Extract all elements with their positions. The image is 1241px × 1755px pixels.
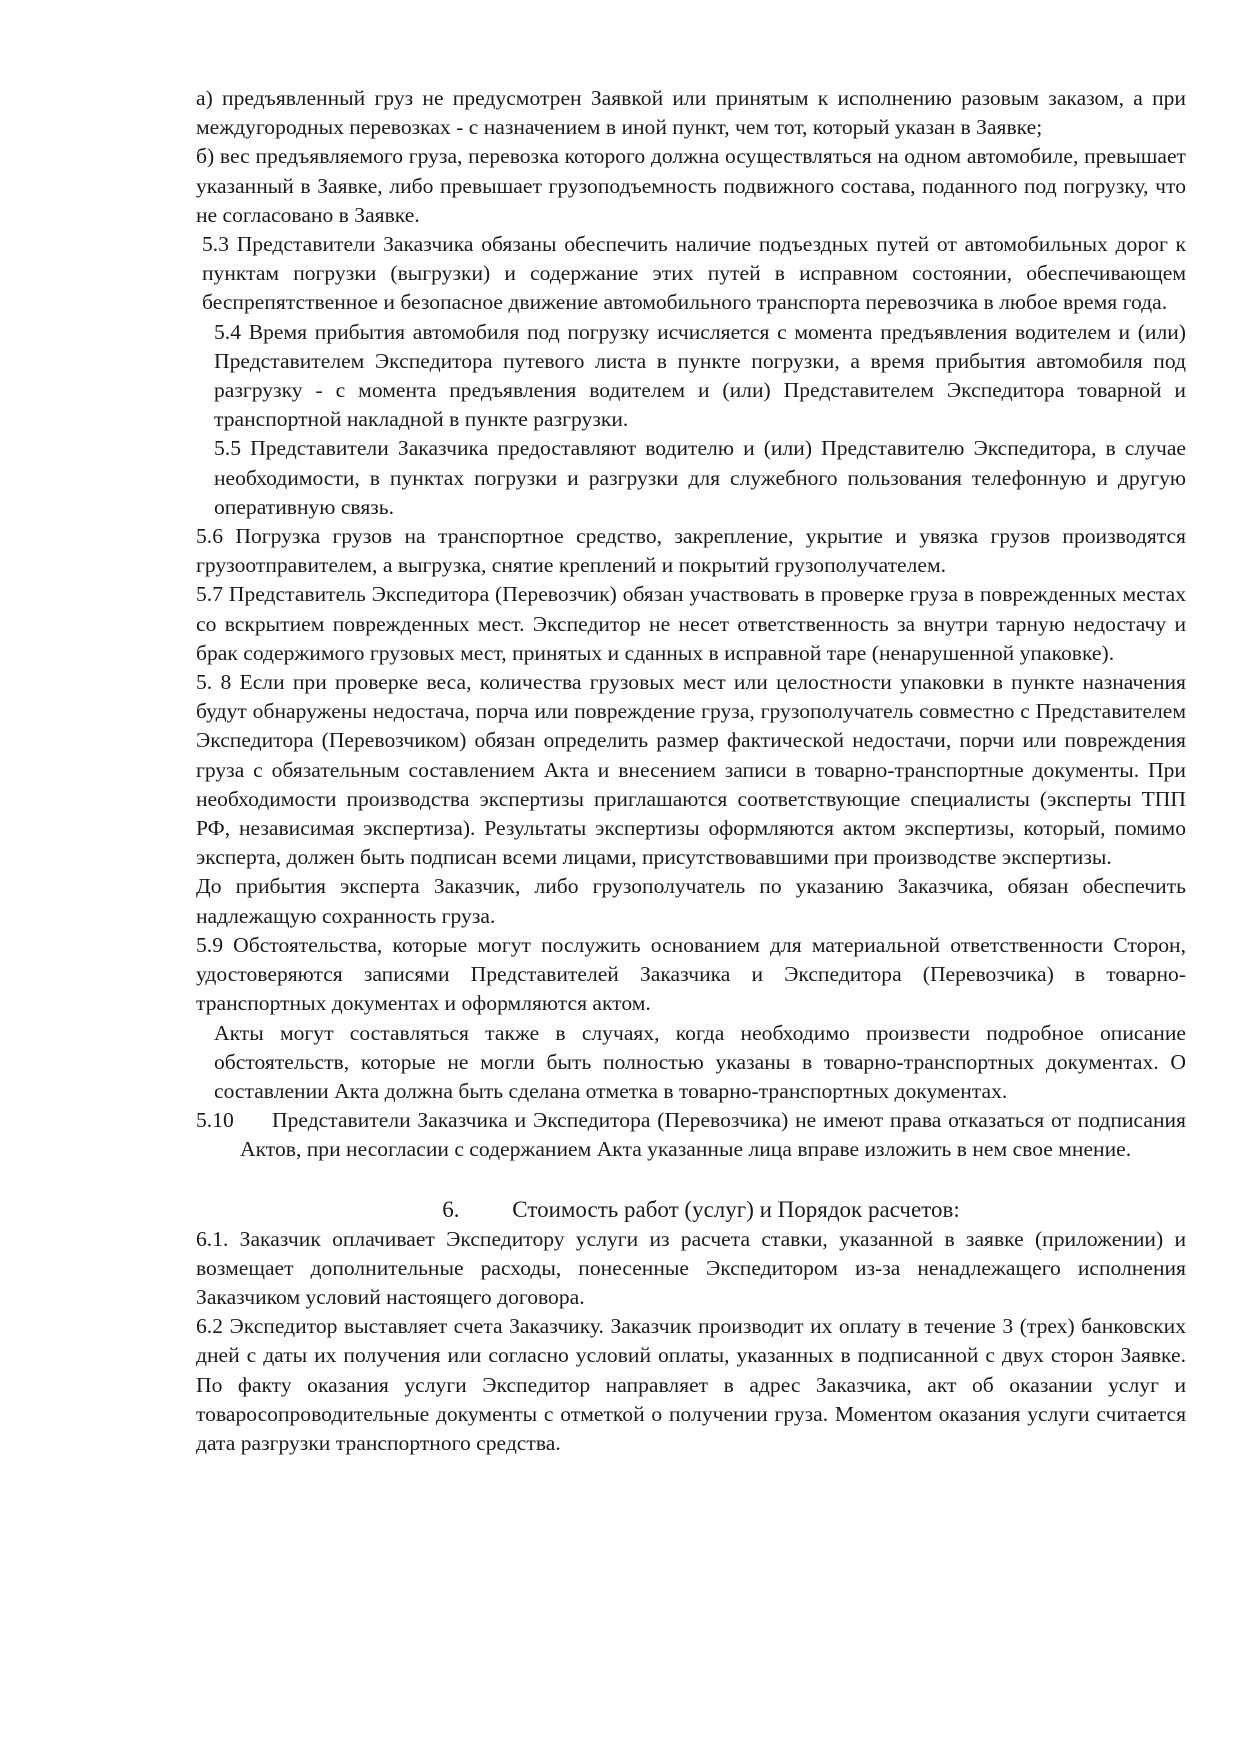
clause-5-8: 5. 8 Если при проверке веса, количества грузовых мест или целостности упаковки в пункте назначения будут обнаружены недостача, порча или повреждение груза, грузополучатель совместно с Представителем Экспедитора (Перевозчиком) обязан определить размер фактической недостачи, порчи или повреждения груза с обязательным составлением Акта и внесением записи в товарно-транспортные документы. При необходимости производства экспертизы приглашаются соответствующие специалисты (эксперты ТПП РФ, независимая экспертиза). Результаты экспертизы оформляются актом экспертизы, который, помимо эксперта, должен быть подписан всеми лицами, присутствовавшими при производстве экспертизы.	[196, 670, 1186, 870]
clause-item-a: а) предъявленный груз не предусмотрен Заявкой или принятым к исполнению разовым заказом, а при междугородных перевозках - с назначением в иной пункт, чем тот, который указан в Заявке;	[196, 86, 1186, 140]
section-title: Стоимость работ (услуг) и Порядок расчетов:	[512, 1196, 960, 1222]
clause-6-2: 6.2 Экспедитор выставляет счета Заказчику. Заказчик производит их оплату в течение 3 (трех) банковских дней с даты их получения или согласно условий оплаты, указанных в подписанной с двух сторон Заявке. По факту оказания услуги Экспедитор направляет в адрес Заказчика, акт об оказании услуг и товаросопроводительные документы с отметкой о получении груза. Моментом оказания услуги считается дата разгрузки транспортного средства.	[196, 1314, 1186, 1455]
clause-5-4: 5.4 Время прибытия автомобиля под погрузку исчисляется с момента предъявления водителем и (или) Представителем Экспедитора путевого листа в пункте погрузки, а время прибытия автомобиля под разгрузку - с момента предъявления водителем и (или) Представителем Экспедитора товарной и транспортной накладной в пункте разгрузки.	[214, 319, 1186, 432]
clause-5-6: 5.6 Погрузка грузов на транспортное средство, закрепление, укрытие и увязка грузов производятся грузоотправителем, а выгрузка, снятие креплений и покрытий грузополучателем.	[196, 524, 1186, 578]
clause-5-7: 5.7 Представитель Экспедитора (Перевозчик) обязан участвовать в проверке груза в поврежденных местах со вскрытием поврежденных мест. Экспедитор не несет ответственность за внутри тарную недостачу и брак содержимого грузовых мест, принятых и сданных в исправной таре (ненарушенной упаковке).	[196, 582, 1186, 665]
clause-5-5: 5.5 Представители Заказчика предоставляют водителю и (или) Представителю Экспедитора, в случае необходимости, в пунктах погрузки и разгрузки для служебного пользования телефонную и другую оперативную связь.	[214, 436, 1186, 519]
document-page	[196, 84, 1186, 1458]
clause-item-b: б) вес предъявляемого груза, перевозка которого должна осуществляться на одном автомобиле, превышает указанный в Заявке, либо превышает грузоподъемность подвижного состава, поданного под погрузку, что не согласовано в Заявке.	[196, 144, 1186, 227]
section-number: 6.	[442, 1196, 460, 1222]
clause-6-1: 6.1. Заказчик оплачивает Экспедитору услуги из расчета ставки, указанной в заявке (приложении) и возмещает дополнительные расходы, понесенные Экспедитором из-за ненадлежащего исполнения Заказчиком условий настоящего договора.	[196, 1226, 1186, 1309]
section-heading	[196, 1194, 1186, 1225]
clause-5-3: 5.3 Представители Заказчика обязаны обеспечить наличие подъездных путей от автомобильных дорог к пунктам погрузки (выгрузки) и содержание этих путей в исправном состоянии, обеспечивающем беспрепятственное и безопасное движение автомобильного транспорта перевозчика в любое время года.	[202, 232, 1186, 315]
clause-number: 5.10	[196, 1108, 234, 1133]
clause-text: Представители Заказчика и Экспедитора (Перевозчика) не имеют права отказаться от подписания Актов, при несогласии с содержанием Акта указанные лица вправе изложить в нем свое мнение.	[240, 1108, 1186, 1162]
clause-5-9-acts: Акты могут составляться также в случаях, когда необходимо произвести подробное описание обстоятельств, которые не могли быть полностью указаны в товарно-транспортных документах. О составлении Акта должна быть сделана отметка в товарно-транспортных документах.	[214, 1020, 1186, 1103]
clause-5-10	[196, 1106, 1186, 1164]
blank-line	[196, 1165, 1186, 1194]
clause-5-9: 5.9 Обстоятельства, которые могут послужить основанием для материальной ответственности Сторон, удостоверяются записями Представителей Заказчика и Экспедитора (Перевозчика) в товарно-транспортных документах и оформляются актом.	[196, 932, 1186, 1016]
clause-5-8-continued: До прибытия эксперта Заказчик, либо грузополучатель по указанию Заказчика, обязан обеспечить надлежащую сохранность груза.	[196, 874, 1186, 928]
